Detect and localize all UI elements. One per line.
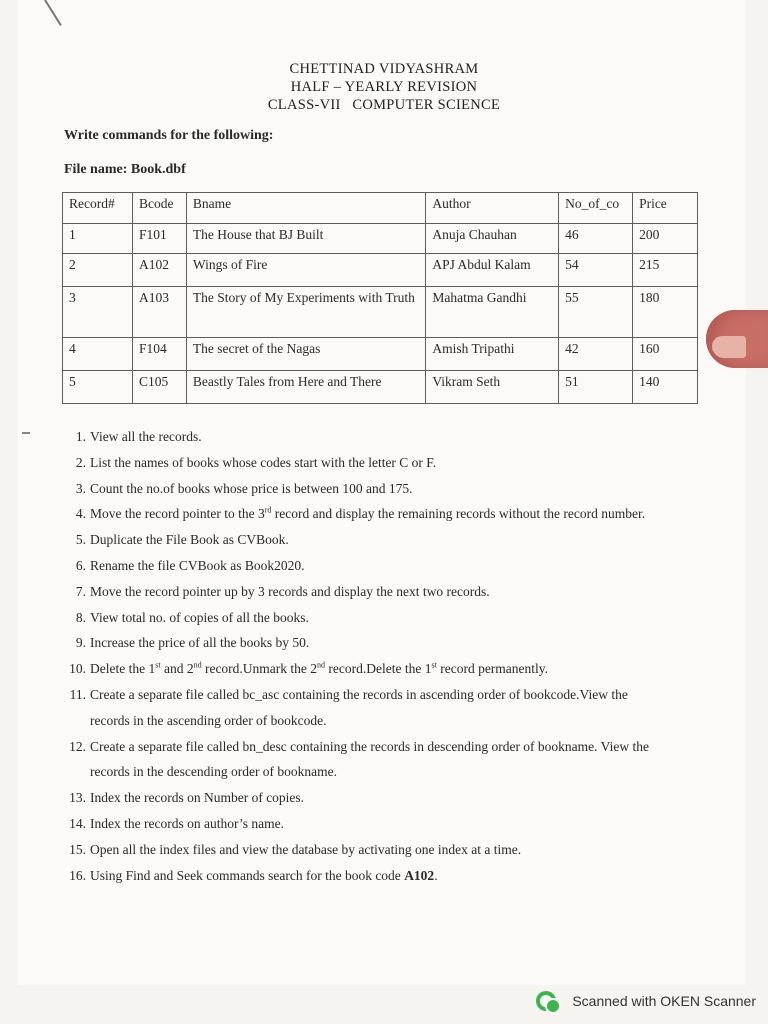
question-text: Duplicate the File Book as CVBook. [90,532,289,548]
file-name: Book.dbf [130,162,186,177]
question-text: Increase the price of all the books by 50. [90,635,310,651]
table-row [63,338,698,371]
column-header: No_of_co [559,193,633,224]
table-cell: APJ Abdul Kalam [426,254,559,287]
table-cell: 200 [633,224,698,254]
table-cell: Anuja Chauhan [426,224,559,254]
oken-scanner-logo-icon [536,990,562,1012]
list-item [60,579,740,605]
list-item [60,476,740,502]
finger-in-scan [706,310,768,368]
table-cell: A103 [132,287,186,338]
list-item [60,785,740,811]
question-number: 3. [75,480,86,496]
class-subject: CLASS-VII COMPUTER SCIENCE [267,97,501,113]
table-cell: The House that BJ Built [186,224,425,254]
table-cell: C105 [132,371,186,404]
question-number: 5. [75,532,86,548]
question-text [90,863,740,889]
list-item [60,424,740,450]
question-text [90,734,740,786]
list-item [60,863,740,889]
table-cell: 54 [559,254,633,287]
table-cell: A102 [132,254,186,287]
question-number: 12. [69,738,86,754]
table-cell: 4 [63,338,133,371]
table-cell: 215 [633,254,698,287]
table-cell: 5 [63,371,133,404]
list-item [60,501,740,527]
column-header: Bname [186,193,425,224]
book-table [62,192,698,404]
table-cell: 3 [63,287,133,338]
question-text-part: . [434,867,438,883]
ordinal-suffix: rd [264,505,272,515]
table-row [63,224,698,254]
file-label: File name: [64,162,128,177]
table-cell: 55 [559,287,633,338]
question-text: Count the no.of books whose price is between 100 and 175. [90,480,413,496]
book-code: A102 [404,867,435,883]
question-text: View total no. of copies of all the books. [90,609,309,625]
question-text-line: records in the ascending order of bookcode. [90,712,327,728]
question-number: 6. [75,557,86,573]
list-item [60,682,740,734]
list-item [60,605,740,631]
question-number: 9. [75,635,86,651]
table-cell: 160 [633,338,698,371]
table-cell: Mahatma Gandhi [426,287,559,338]
column-header: Author [426,193,559,224]
question-number: 15. [69,841,86,857]
table-row [63,254,698,287]
question-text-part: Move the record pointer to the 3 [90,506,265,522]
table-cell: 42 [559,338,633,371]
question-text-line: records in the descending order of bookname. [90,764,338,780]
table-cell: Vikram Seth [426,371,559,404]
school-name: CHETTINAD VIDYASHRAM [289,61,479,77]
margin-tick-mark [22,432,30,434]
question-text-part: Delete the 1 [90,661,156,677]
question-text-part: and 2 [160,661,194,677]
question-text [90,656,740,682]
question-text-part: record and display the remaining records without the record number. [271,506,646,522]
question-text [90,501,740,527]
ordinal-suffix: nd [193,660,202,670]
file-name-line [64,162,186,178]
question-number: 8. [75,609,86,625]
table-cell: Beastly Tales from Here and There [186,371,425,404]
table-cell: F104 [132,338,186,371]
question-number: 14. [69,815,86,831]
table-cell: 1 [63,224,133,254]
scanner-text: Scanned with OKEN Scanner [572,993,756,1009]
scanner-watermark [536,990,756,1012]
table-row [63,287,698,338]
question-text: List the names of books whose codes start with the letter C or F. [90,454,437,470]
ordinal-suffix: nd [317,660,326,670]
ordinal-suffix: st [431,660,437,670]
column-header: Bcode [132,193,186,224]
question-list [60,424,740,888]
question-text: Open all the index files and view the database by activating one index at a time. [90,841,522,857]
question-number: 13. [69,790,86,806]
table-cell: The Story of My Experiments with Truth [186,287,425,338]
list-item [60,553,740,579]
question-number: 11. [69,686,86,702]
list-item [60,527,740,553]
list-item [60,837,740,863]
question-text-line: Create a separate file called bn_desc containing the records in descending order of bookname. View the [90,738,649,754]
column-header: Price [633,193,698,224]
question-number: 10. [69,661,86,677]
question-number: 7. [75,583,86,599]
question-number: 4. [75,506,86,522]
table-row [63,371,698,404]
exam-title: HALF – YEARLY REVISION [290,79,478,95]
table-cell: The secret of the Nagas [186,338,425,371]
question-text-part: record permanently. [436,661,549,677]
table-cell: 140 [633,371,698,404]
list-item [60,734,740,786]
question-text: Move the record pointer up by 3 records and display the next two records. [90,583,490,599]
question-text-part: record.Unmark the 2 [201,661,318,677]
question-number: 2. [75,454,86,470]
question-text [90,682,740,734]
table-cell: F101 [132,224,186,254]
instructions-heading: Write commands for the following: [64,128,274,143]
question-text-line: Create a separate file called bc_asc containing the records in ascending order of bookcode.View the [90,686,628,702]
list-item [60,811,740,837]
question-number: 16. [69,867,86,883]
list-item [60,630,740,656]
table-cell: 180 [633,287,698,338]
list-item [60,450,740,476]
list-item [60,656,740,682]
question-text: Index the records on Number of copies. [90,790,305,806]
table-cell: 2 [63,254,133,287]
question-number: 1. [75,429,86,444]
table-cell: Wings of Fire [186,254,425,287]
question-text-part: Using Find and Seek commands search for the book code [90,867,405,883]
question-text: Index the records on author’s name. [90,815,284,831]
column-header: Record# [63,193,133,224]
table-cell: 51 [559,371,633,404]
ordinal-suffix: st [155,660,161,670]
table-cell: Amish Tripathi [426,338,559,371]
question-text: View all the records. [90,429,202,444]
table-cell: 46 [559,224,633,254]
question-text: Rename the file CVBook as Book2020. [90,557,305,573]
question-text-part: record.Delete the 1 [325,661,432,677]
table-header-row [63,193,698,224]
